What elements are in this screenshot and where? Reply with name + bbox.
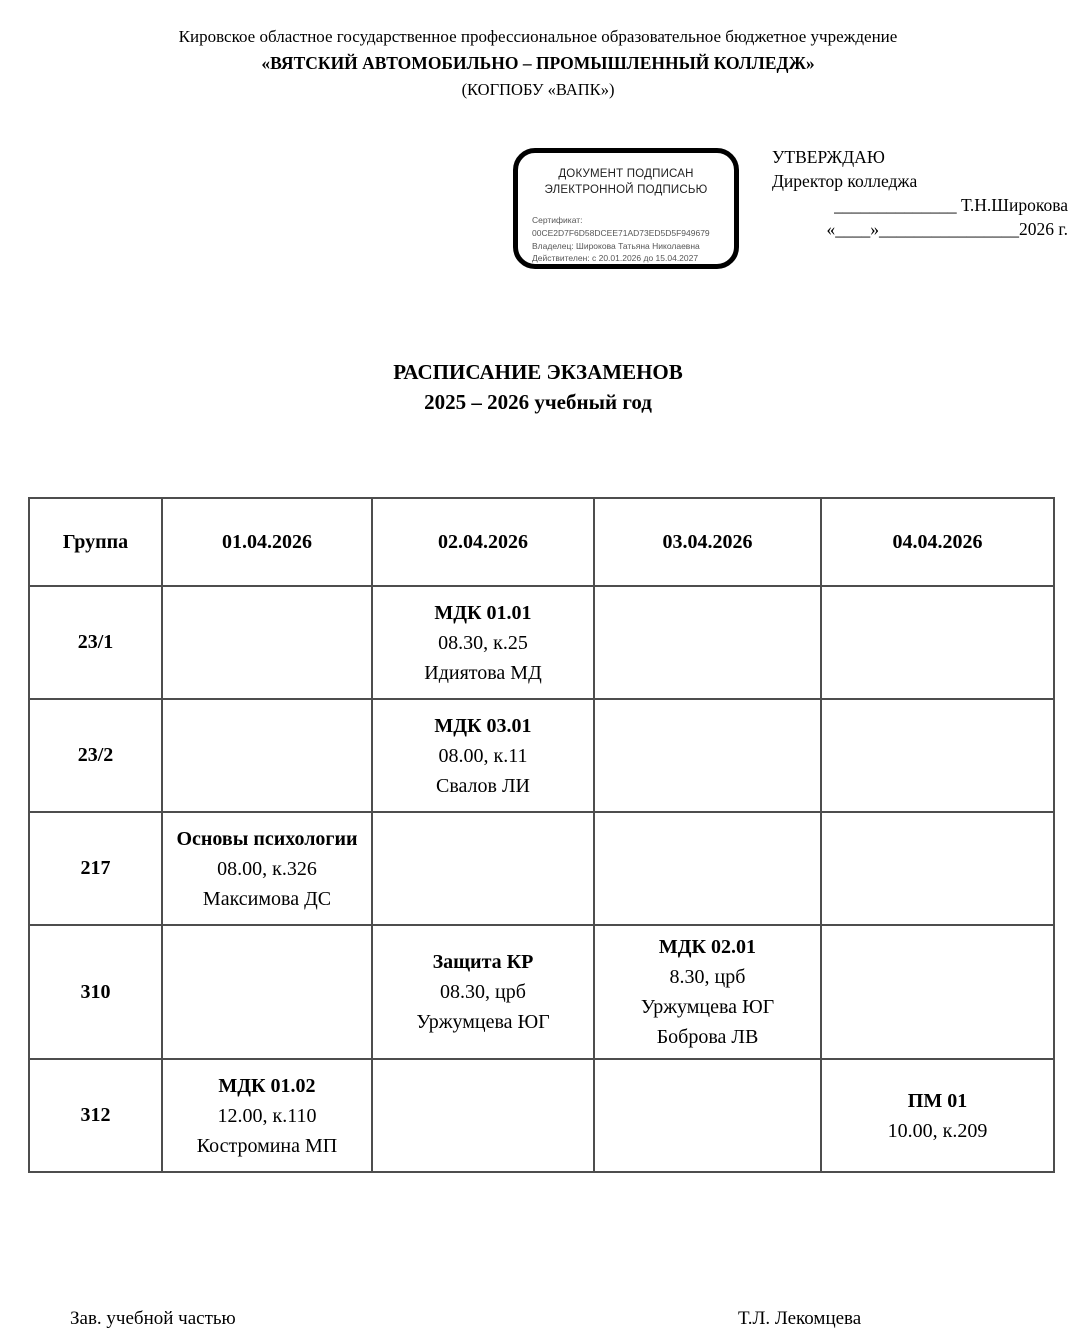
digital-signature-stamp	[513, 148, 739, 269]
schedule-cell	[162, 586, 372, 699]
schedule-cell	[594, 699, 821, 812]
group-cell: 217	[29, 812, 162, 925]
column-header-date: 01.04.2026	[162, 498, 372, 586]
table-row	[29, 699, 1054, 812]
exam-detail: 08.30, црб	[440, 981, 526, 1003]
approval-label: УТВЕРЖДАЮ	[772, 147, 885, 167]
column-header-group: Группа	[29, 498, 162, 586]
stamp-title-line1: ДОКУМЕНТ ПОДПИСАН	[558, 168, 694, 180]
exam-subject: МДК 02.01	[658, 936, 757, 958]
approval-position: Директор колледжа	[772, 170, 918, 191]
exam-detail: Уржумцева ЮГ	[416, 1011, 550, 1033]
schedule-cell	[821, 1059, 1054, 1172]
exam-detail: 8.30, црб	[669, 966, 746, 988]
exam-detail: 10.00, к.209	[887, 1119, 988, 1142]
org-abbreviation: (КОГПОБУ «ВАПК»)	[461, 80, 615, 100]
exam-detail: Максимова ДС	[202, 887, 332, 910]
exam-detail: 08.00, к.326	[217, 857, 317, 880]
table-row	[29, 586, 1054, 699]
table-row	[29, 812, 1054, 925]
schedule-cell	[821, 925, 1054, 1059]
schedule-cell	[372, 812, 594, 925]
group-cell: 23/1	[29, 586, 162, 699]
exam-schedule-table	[28, 497, 1055, 1173]
exam-subject: Основы психологии	[176, 827, 358, 850]
column-header-date: 04.04.2026	[821, 498, 1054, 586]
stamp-title	[532, 167, 720, 198]
schedule-cell	[162, 812, 372, 925]
exam-subject: МДК 03.01	[434, 714, 532, 737]
schedule-cell	[821, 812, 1054, 925]
schedule-cell	[594, 925, 821, 1059]
group-cell: 312	[29, 1059, 162, 1172]
exam-subject: ПМ 01	[907, 1089, 968, 1112]
schedule-cell	[162, 699, 372, 812]
schedule-cell	[372, 925, 594, 1059]
schedule-cell	[594, 812, 821, 925]
schedule-cell	[162, 1059, 372, 1172]
schedule-cell	[821, 699, 1054, 812]
exam-subject: МДК 01.02	[218, 1074, 316, 1097]
exam-detail: 08.00, к.11	[438, 744, 528, 767]
schedule-cell	[372, 586, 594, 699]
document-title-line2: 2025 – 2026 учебный год	[424, 390, 652, 415]
footer-name: Т.Л. Лекомцева	[738, 1308, 862, 1329]
approval-date-line: «____»________________2026 г.	[826, 218, 1068, 239]
document-title-line1: РАСПИСАНИЕ ЭКЗАМЕНОВ	[393, 360, 683, 384]
stamp-certificate: Сертификат: 00CE2D7F6D58DCEE71AD73ED5D5F949679	[532, 215, 710, 238]
org-name-line1: Кировское областное государственное профессиональное образовательное бюджетное учреждение	[178, 27, 898, 46]
exam-subject: МДК 01.01	[434, 601, 532, 624]
schedule-cell	[372, 1059, 594, 1172]
schedule-cell	[372, 699, 594, 812]
stamp-owner: Владелец: Широкова Татьяна Николаевна	[532, 240, 700, 251]
org-header	[0, 24, 1076, 103]
schedule-cell	[594, 1059, 821, 1172]
table-row	[29, 925, 1054, 1059]
document-title	[0, 357, 1076, 418]
schedule-cell	[162, 925, 372, 1059]
table-header-row	[29, 498, 1054, 586]
footer-position-label: Зав. учебной частью	[70, 1308, 236, 1329]
schedule-cell	[594, 586, 821, 699]
exam-detail: Свалов ЛИ	[435, 774, 530, 797]
stamp-title-line2: ЭЛЕКТРОННОЙ ПОДПИСЬЮ	[544, 183, 708, 196]
approval-signature-line: ______________ Т.Н.Широкова	[834, 194, 1068, 215]
exam-detail: 12.00, к.110	[217, 1104, 317, 1127]
stamp-details	[532, 214, 720, 265]
exam-subject: Защита КР	[432, 951, 534, 973]
exam-detail: 08.30, к.25	[438, 631, 528, 654]
stamp-validity: Действителен: с 20.01.2026 до 15.04.2027	[532, 253, 699, 264]
approval-block	[772, 146, 1068, 242]
schedule-cell	[821, 586, 1054, 699]
exam-detail: Костромина МП	[196, 1134, 338, 1157]
org-name-line2: «ВЯТСКИЙ АВТОМОБИЛЬНО – ПРОМЫШЛЕННЫЙ КОЛЛЕДЖ»	[261, 53, 815, 74]
column-header-date: 02.04.2026	[372, 498, 594, 586]
group-cell: 310	[29, 925, 162, 1059]
exam-detail: Уржумцева ЮГ	[640, 996, 775, 1018]
column-header-date: 03.04.2026	[594, 498, 821, 586]
exam-detail: Идиятова МД	[424, 661, 542, 684]
group-cell: 23/2	[29, 699, 162, 812]
exam-detail: Боброва ЛВ	[656, 1026, 759, 1048]
table-row	[29, 1059, 1054, 1172]
